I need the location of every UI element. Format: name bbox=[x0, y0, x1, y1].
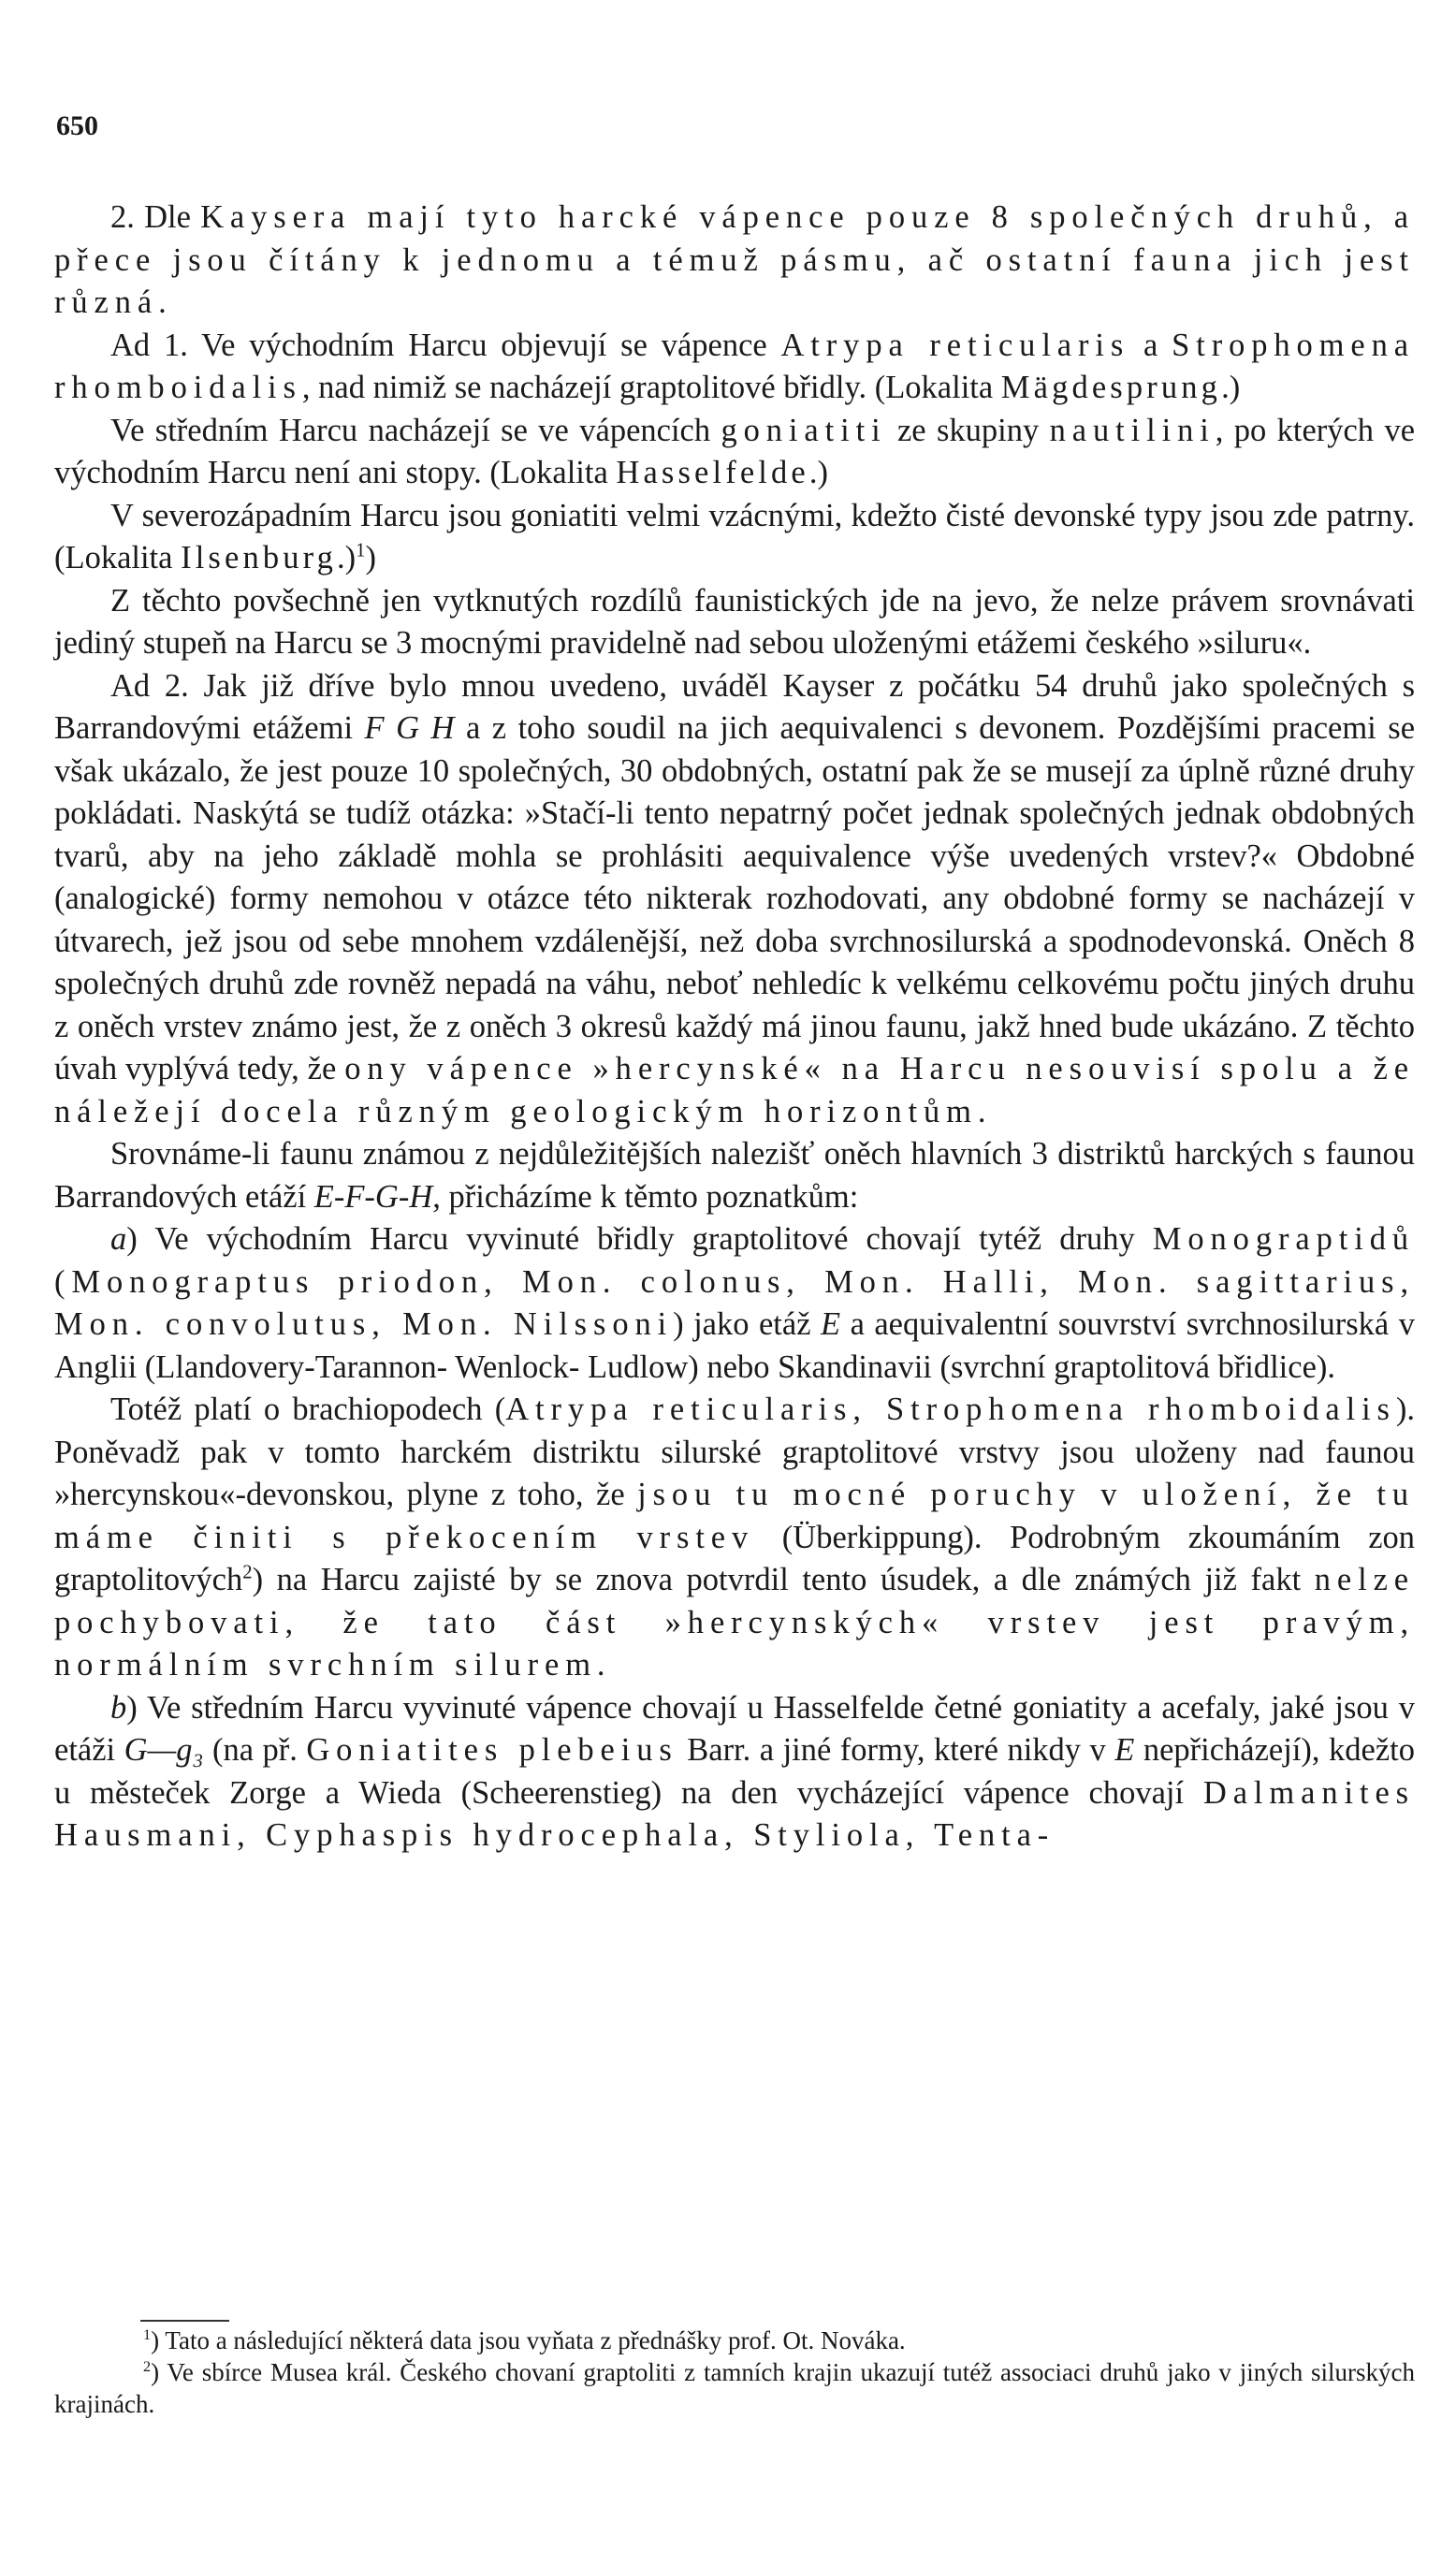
text-run: goniatiti bbox=[721, 412, 887, 448]
text-run: a z toho soudil na jich aequivalenci s devonem. Pozdějšími pracemi se však ukázalo, že jest pouze 10 společných, 30 obdobných, ostatní pak že se musejí za úplně různé druhy pokládati. Naskýtá se tudíž otázka: »Stačí-li tento nepatrný počet jednak společných jednak obdobných tvarů, aby na jeho základě mohla se prohlásiti aequivalence výše uvedených vrstev?« Obdobné (analogické) formy nemohou v otázce této nikterak rozhodovati, any obdobné formy se nacházejí v útvarech, jež jsou od sebe mnohem vzdálenější, než doba svrchnosilurská a spodnodevonská. Oněch 8 společných druhů zde rovněž nepadá na váhu, neboť nehledíc k velkému celkovému počtu jiných druhu z oněch vrstev známo jest, že z oněch 3 okresů každý má jinou faunu, jakž hned bude ukázáno. Z těchto úvah vyplývá tedy, že bbox=[54, 710, 1416, 1086]
text-run: jsou tu mocné poruchy v uložení, že tu máme činiti s překocením vrstev bbox=[54, 1477, 1415, 1555]
text-run: G—g₃ bbox=[124, 1732, 204, 1768]
text-run: ) Ve středním Harcu vyvinuté vápence chovají u Hasselfelde četné goniatity a acefaly, jaké jsou v etáži bbox=[54, 1689, 1415, 1768]
text-run: E-F-G-H bbox=[313, 1178, 433, 1215]
text-run: Barr. a jiné formy, které nikdy v bbox=[677, 1732, 1115, 1768]
text-run: F G H bbox=[364, 710, 455, 746]
text-run: ) bbox=[365, 540, 376, 576]
text-run: nepřicházejí), kdežto u městeček Zorge a Wieda (Scheerenstieg) na den vycházející vápence chovají bbox=[54, 1732, 1415, 1811]
paragraph bbox=[54, 1389, 1415, 1687]
text-run: nelze pochybovati, že tato část »hercynských« vrstev jest pravým, normálním svrchním silurem. bbox=[54, 1562, 1415, 1683]
text-run: nautilini bbox=[1049, 412, 1216, 448]
paragraph bbox=[54, 580, 1415, 665]
paragraph bbox=[54, 1687, 1415, 1858]
text-run: V severozápadním Harcu jsou goniatiti velmi vzácnými, kdežto čisté devonské typy jsou zde patrny. (Lokalita bbox=[54, 497, 1415, 576]
footnote-mark: 1 bbox=[143, 2326, 152, 2343]
paragraph bbox=[54, 410, 1415, 495]
paragraph bbox=[54, 495, 1415, 580]
text-run: ony vápence »hercynské« na Harcu nesouvisí spolu a že náležejí docela různým geologickým horizontům. bbox=[54, 1051, 1415, 1129]
text-run: Kaysera mají tyto harcké vápence pouze 8 společných druhů, a přece jsou čítány k jednomu a témuž pásmu, ač ostatní fauna jich jest různá. bbox=[54, 199, 1415, 320]
text-run: Goniatites plebeius bbox=[306, 1732, 678, 1768]
text-run: Atrypa reticularis bbox=[780, 327, 1130, 363]
main-text bbox=[54, 197, 1415, 1858]
footnotes bbox=[54, 2325, 1415, 2420]
text-run: , přicházíme k těmto poznatkům: bbox=[432, 1178, 859, 1215]
text-run: , nad nimiž se nacházejí graptolitové břidly. (Lokalita bbox=[301, 370, 1001, 405]
text-run: (Überkippung). Podrobným zkoumáním zon graptolitových bbox=[54, 1519, 1416, 1597]
text-run: a bbox=[110, 1221, 127, 1257]
text-run: Dalmanites Hausmani, Cyphaspis hydrocephala, Styliola, Tenta- bbox=[54, 1774, 1415, 1853]
text-run: a bbox=[1129, 327, 1172, 363]
text-run: ). Poněvadž pak v tomto harckém distriktu silurské graptolitové vrstvy jsou uloženy nad faunou »hercynskou«-devonskou, plyne z toho, že bbox=[54, 1392, 1416, 1512]
text-run: E bbox=[1114, 1732, 1135, 1768]
text-run: Ad 2. Jak již dříve bylo mnou uvedeno, uváděl Kayser z počátku 54 druhů jako společných s Barrandovými etážemi bbox=[54, 667, 1415, 746]
text-run: Totéž platí o brachiopodech ( bbox=[110, 1392, 506, 1427]
text-run: Z těchto povšechně jen vytknutých rozdílů faunistických jde na jevo, že nelze právem srovnávati jediný stupeň na Harcu se 3 mocnými pravidelně nad sebou uloženými etážemi českého »siluru«. bbox=[54, 582, 1415, 661]
text-run: Strophomena rhomboidalis bbox=[54, 327, 1415, 405]
paragraph bbox=[54, 1133, 1415, 1218]
text-run: Monograptidů (Monograptus priodon, Mon. colonus, Mon. Halli, Mon. sagittarius, Mon. convolutus, Mon. Nilssoni bbox=[54, 1221, 1415, 1342]
text-run: ) na Harcu zajisté by se znova potvrdil tento úsudek, a dle známých již fakt bbox=[252, 1562, 1315, 1597]
text-run: Ve středním Harcu nacházejí se ve vápencích bbox=[110, 412, 721, 448]
footnote bbox=[54, 2356, 1415, 2420]
paragraph bbox=[54, 665, 1415, 1134]
footnote-mark: 2 bbox=[143, 2358, 152, 2375]
text-run: E bbox=[821, 1306, 841, 1342]
text-run: Ilsenburg bbox=[181, 540, 338, 576]
footnote-text: ) Tato a následující některá data jsou vyňata z přednášky prof. Ot. Nováka. bbox=[151, 2326, 906, 2354]
text-run: 2. Dle bbox=[110, 199, 201, 235]
footnote-ref: 2 bbox=[242, 1562, 253, 1583]
footnote-ref: 1 bbox=[356, 540, 366, 561]
text-run: (na př. bbox=[203, 1732, 307, 1768]
footnote-text: ) Ve sbírce Musea král. Českého chovaní graptoliti z tamních krajin ukazují tutéž associaci druhů jako v jiných silurských krajinách. bbox=[54, 2358, 1415, 2418]
paragraph bbox=[54, 197, 1415, 325]
text-run: , po kterých ve východním Harcu není ani stopy. (Lokalita bbox=[54, 412, 1416, 490]
paragraph bbox=[54, 1218, 1415, 1389]
text-run: .) bbox=[808, 455, 828, 490]
paragraph bbox=[54, 325, 1415, 410]
page-number: 650 bbox=[56, 110, 98, 141]
text-run: ) jako etáž bbox=[673, 1306, 821, 1342]
footnote-divider bbox=[140, 2320, 229, 2322]
text-run: Atrypa reticularis, Strophomena rhomboidalis bbox=[505, 1392, 1396, 1427]
text-run: Hasselfelde bbox=[616, 455, 809, 490]
text-run: Ad 1. Ve východním Harcu objevují se vápence bbox=[110, 327, 781, 363]
text-run: b bbox=[110, 1689, 127, 1726]
text-run: a aequivalentní souvrství svrchnosilurská v Anglii (Llandovery-Tarannon- Wenlock- Ludlow) nebo Skandinavii (svrchní graptolitová břidlice). bbox=[54, 1306, 1415, 1385]
text-run: Srovnáme-li faunu známou z nejdůležitějších nalezišť oněch hlavních 3 distriktů harckých s faunou Barrandových etáží bbox=[54, 1136, 1415, 1215]
text-run: .) bbox=[337, 540, 357, 576]
text-run: ) Ve východním Harcu vyvinuté břidly graptolitové chovají tytéž druhy bbox=[126, 1221, 1153, 1257]
text-run: Mägdesprung bbox=[1000, 370, 1222, 405]
text-run: ze skupiny bbox=[886, 412, 1050, 448]
footnote bbox=[54, 2325, 1415, 2356]
text-run: .) bbox=[1221, 370, 1241, 405]
